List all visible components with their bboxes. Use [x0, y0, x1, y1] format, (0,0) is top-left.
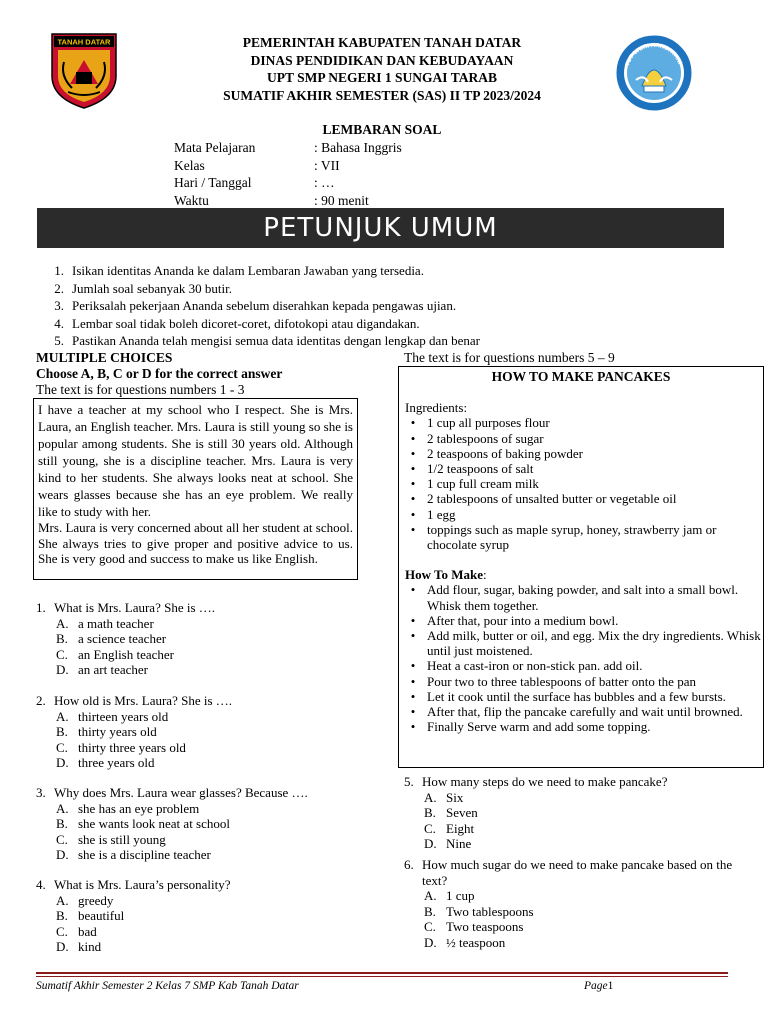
how-to-make-colon: : — [483, 567, 487, 583]
passage-2-intro: The text is for questions numbers 5 – 9 — [404, 350, 615, 365]
option-text: bad — [78, 923, 97, 939]
question-number: 2. — [36, 693, 46, 708]
option-text: thirty years old — [78, 724, 157, 739]
option-text: thirteen years old — [78, 708, 169, 724]
step-text: Add flour, sugar, baking powder, and salt into a small bowl. Whisk them together. — [427, 582, 739, 613]
answer-option — [56, 647, 215, 663]
step-item — [399, 613, 763, 628]
option-letter: D. — [56, 662, 69, 677]
option-text: a math teacher — [78, 615, 154, 631]
question-3 — [36, 785, 308, 863]
meta-key: Kelas — [174, 157, 205, 173]
passage-paragraph-1: I have a teacher at my school who I respect. She is Mrs. Laura, an English teacher. Mrs. Laura is still young so she is popular among students. She is still 30 years old. Although still young, she is a discipline teacher. Mrs. Laura is very kind to her students. She always looks neat at school. She wears glasses because she has an eye problem. We really like to study with her. — [38, 402, 353, 519]
answer-option — [56, 924, 231, 940]
instruction-number: 4. — [54, 315, 64, 331]
option-letter: C. — [56, 831, 68, 847]
header-line-1: PEMERINTAH KABUPATEN TANAH DATAR — [242, 35, 522, 50]
instruction-number: 3. — [54, 298, 64, 313]
option-letter: B. — [424, 903, 436, 919]
option-text: Eight — [446, 820, 475, 836]
instruction-list — [36, 262, 736, 350]
meta-value: : 90 menit — [314, 192, 369, 208]
question-4 — [36, 877, 231, 955]
option-text: kind — [78, 939, 102, 954]
option-text: an English teacher — [78, 646, 175, 662]
step-text: Let it cook until the surface has bubbles and a few bursts. — [427, 688, 726, 704]
option-text: she has an eye problem — [78, 800, 200, 816]
question-number: 6. — [404, 857, 414, 872]
ingredient-item — [399, 522, 763, 552]
how-to-make-text: How To Make — [405, 567, 484, 583]
section-subtitle: Choose A, B, C or D for the correct answer — [36, 366, 283, 381]
header-line-2: DINAS PENDIDIKAN DAN KEBUDAYAAN — [250, 52, 514, 68]
instruction-text: Jumlah soal sebanyak 30 butir. — [72, 280, 232, 296]
document-header — [140, 34, 624, 104]
option-text: greedy — [78, 892, 114, 908]
option-letter: C. — [56, 646, 68, 662]
bullet-icon: • — [410, 476, 416, 492]
step-text: Finally Serve warm and add some topping. — [427, 719, 651, 735]
ingredient-item — [399, 461, 763, 476]
passage-paragraph-2: Mrs. Laura is very concerned about all her student at school. She always tries to give proper and positive advice to us. She is very good and success to make us like English. — [38, 520, 353, 566]
answer-option — [56, 832, 308, 848]
question-text: How much sugar do we need to make pancake based on the text? — [422, 857, 733, 888]
answer-option — [56, 709, 232, 725]
option-letter: A. — [424, 789, 437, 805]
general-instructions-banner: PETUNJUK UMUM — [37, 208, 724, 248]
ingredient-text: 2 tablespoons of unsalted butter or vegetable oil — [427, 491, 677, 507]
instruction-number: 1. — [54, 263, 64, 278]
option-text: three years old — [78, 755, 155, 770]
option-text: she wants look neat at school — [78, 816, 230, 831]
bullet-icon: • — [410, 658, 416, 674]
answer-option — [424, 904, 734, 920]
option-letter: A. — [56, 615, 69, 631]
meta-value: : … — [314, 175, 335, 190]
step-item — [399, 582, 763, 612]
meta-row-date — [174, 174, 402, 192]
section-title: MULTIPLE CHOICES — [36, 350, 173, 365]
answer-option — [424, 935, 734, 951]
ingredient-text: 2 teaspoons of baking powder — [427, 445, 583, 461]
question-number: 5. — [404, 774, 414, 789]
option-letter: B. — [56, 724, 68, 739]
recipe-title: HOW TO MAKE PANCAKES — [491, 369, 671, 384]
option-letter: C. — [56, 739, 68, 755]
step-text: Heat a cast-iron or non-stick pan. add oil. — [427, 658, 643, 674]
option-letter: B. — [56, 816, 68, 831]
step-item — [399, 674, 763, 689]
instruction-item — [36, 297, 736, 315]
bullet-icon: • — [410, 521, 416, 537]
answer-option — [56, 740, 232, 756]
ingredient-text: 1 cup all purposes flour — [427, 415, 550, 431]
answer-option — [424, 836, 667, 852]
option-letter: A. — [56, 892, 69, 908]
instruction-item — [36, 315, 736, 333]
tanah-datar-logo — [50, 32, 118, 110]
option-text: a science teacher — [78, 631, 167, 646]
bullet-icon: • — [410, 582, 416, 598]
footer-rule — [36, 972, 728, 974]
question-text: How many steps do we need to make pancake? — [422, 774, 668, 789]
bullet-icon: • — [410, 673, 416, 689]
option-letter: C. — [424, 820, 436, 836]
step-item — [399, 704, 763, 719]
answer-option — [56, 662, 215, 678]
tut-wuri-handayani-logo — [614, 34, 694, 112]
recipe-box — [398, 366, 764, 768]
option-letter: C. — [56, 923, 68, 939]
question-text: What is Mrs. Laura’s personality? — [54, 877, 231, 892]
answer-option — [56, 908, 231, 924]
bullet-icon: • — [410, 506, 416, 522]
logo-right-text: TUT WURI HANDAYANI — [624, 42, 683, 68]
ingredient-item — [399, 507, 763, 522]
option-text: Two teaspoons — [446, 919, 524, 934]
reading-passage — [33, 398, 358, 580]
option-letter: D. — [56, 755, 69, 770]
ingredients-list — [399, 415, 763, 552]
ingredient-text: toppings such as maple syrup, honey, strawberry jam or chocolate syrup — [427, 521, 717, 553]
instruction-text: Isikan identitas Ananda ke dalam Lembaran Jawaban yang tersedia. — [72, 263, 424, 278]
option-letter: D. — [56, 847, 69, 862]
option-letter: A. — [56, 708, 69, 724]
question-text: What is Mrs. Laura? She is …. — [54, 600, 216, 615]
step-text: Pour two to three tablespoons of batter onto the pan — [427, 673, 696, 689]
step-text: After that, flip the pancake carefully and wait until browned. — [427, 704, 743, 720]
option-letter: D. — [56, 939, 69, 954]
instruction-item — [36, 262, 736, 280]
meta-key: Waktu — [174, 192, 209, 208]
instruction-number: 5. — [54, 333, 64, 348]
answer-option — [56, 847, 308, 863]
option-text: she is a discipline teacher — [78, 847, 211, 862]
question-number: 4. — [36, 877, 46, 892]
meta-row-class — [174, 157, 402, 175]
ingredient-item — [399, 415, 763, 430]
instruction-item — [36, 280, 736, 298]
passage-1-intro: The text is for questions numbers 1 - 3 — [36, 382, 245, 397]
answer-option — [424, 888, 734, 904]
question-text: Why does Mrs. Laura wear glasses? Because …. — [54, 785, 308, 800]
question-number: 3. — [36, 785, 46, 800]
bullet-icon: • — [410, 612, 416, 628]
answer-option — [56, 616, 215, 632]
instruction-item — [36, 332, 736, 350]
option-text: Seven — [446, 805, 478, 820]
answer-option — [56, 801, 308, 817]
instruction-text: Pastikan Ananda telah mengisi semua data identitas dengan lengkap dan benar — [72, 333, 480, 348]
step-text: After that, pour into a medium bowl. — [427, 612, 619, 628]
page-number — [584, 980, 613, 992]
option-letter: B. — [424, 805, 436, 820]
step-item — [399, 689, 763, 704]
page-label: Page — [584, 980, 608, 992]
meta-key: Hari / Tanggal — [174, 175, 252, 190]
bullet-icon: • — [410, 445, 416, 461]
option-text: Two tablespoons — [446, 903, 534, 919]
bullet-icon: • — [410, 430, 416, 446]
question-1 — [36, 600, 215, 678]
answer-option — [424, 821, 667, 837]
meta-row-subject — [174, 139, 402, 157]
answer-option — [56, 939, 231, 955]
option-text: Six — [446, 789, 464, 805]
meta-value: : Bahasa Inggris — [314, 140, 402, 155]
meta-key: Mata Pelajaran — [174, 140, 256, 155]
exam-meta — [174, 139, 402, 209]
bullet-icon: • — [410, 415, 416, 431]
option-letter: B. — [56, 631, 68, 646]
step-item — [399, 658, 763, 673]
question-text: How old is Mrs. Laura? She is …. — [54, 693, 233, 708]
answer-option — [56, 755, 232, 771]
answer-option — [424, 805, 667, 821]
answer-option — [424, 919, 734, 935]
option-letter: A. — [56, 800, 69, 816]
ingredient-item — [399, 431, 763, 446]
bullet-icon: • — [410, 719, 416, 735]
answer-option — [56, 816, 308, 832]
bullet-icon: • — [410, 688, 416, 704]
page-num: 1 — [607, 980, 614, 992]
answer-option — [56, 893, 231, 909]
instruction-text: Lembar soal tidak boleh dicoret-coret, difotokopi atau digandakan. — [72, 315, 420, 331]
option-text: 1 cup — [446, 888, 475, 903]
bullet-icon: • — [410, 628, 416, 644]
instruction-number: 2. — [54, 280, 64, 296]
ingredient-text: 1 egg — [427, 506, 456, 522]
header-line-4: SUMATIF AKHIR SEMESTER (SAS) II TP 2023/2024 — [223, 87, 541, 103]
bullet-icon: • — [410, 461, 416, 477]
ingredient-text: 2 tablespoons of sugar — [427, 430, 544, 446]
meta-row-time — [174, 192, 402, 210]
ingredient-text: 1 cup full cream milk — [427, 476, 539, 492]
ingredient-text: 1/2 teaspoons of salt — [427, 461, 534, 477]
steps-list — [399, 582, 763, 734]
step-text: Add milk, butter or oil, and egg. Mix the dry ingredients. Whisk until just moistened. — [427, 628, 761, 659]
question-5 — [404, 774, 667, 852]
bullet-icon: • — [410, 704, 416, 720]
ingredient-item — [399, 446, 763, 461]
option-letter: D. — [424, 836, 437, 851]
footer-rule-thin — [36, 976, 728, 977]
step-item — [399, 719, 763, 734]
header-line-3: UPT SMP NEGERI 1 SUNGAI TARAB — [267, 70, 497, 85]
answer-option — [56, 724, 232, 740]
logo-left-text: TANAH DATAR — [57, 37, 111, 47]
step-item — [399, 628, 763, 658]
ingredients-label: Ingredients: — [405, 400, 468, 416]
option-text: beautiful — [78, 908, 125, 923]
ingredient-item — [399, 491, 763, 506]
sheet-title: LEMBARAN SOAL — [322, 122, 442, 137]
how-to-make-label — [405, 567, 763, 582]
option-text: an art teacher — [78, 662, 149, 677]
option-text: ½ teaspoon — [446, 934, 506, 950]
answer-option — [56, 631, 215, 647]
footer-text: Sumatif Akhir Semester 2 Kelas 7 SMP Kab Tanah Datar — [36, 980, 299, 992]
ingredient-item — [399, 476, 763, 491]
instruction-text: Periksalah pekerjaan Ananda sebelum diserahkan kepada pengawas ujian. — [72, 298, 457, 313]
option-text: thirty three years old — [78, 739, 186, 755]
question-6 — [404, 857, 734, 950]
meta-value: : VII — [314, 157, 340, 173]
option-text: she is still young — [78, 831, 166, 847]
option-letter: A. — [424, 888, 437, 903]
question-2 — [36, 693, 232, 771]
bullet-icon: • — [410, 491, 416, 507]
option-letter: B. — [56, 908, 68, 923]
option-text: Nine — [446, 836, 472, 851]
question-number: 1. — [36, 600, 46, 615]
option-letter: C. — [424, 919, 436, 934]
answer-option — [424, 790, 667, 806]
option-letter: D. — [424, 934, 437, 950]
